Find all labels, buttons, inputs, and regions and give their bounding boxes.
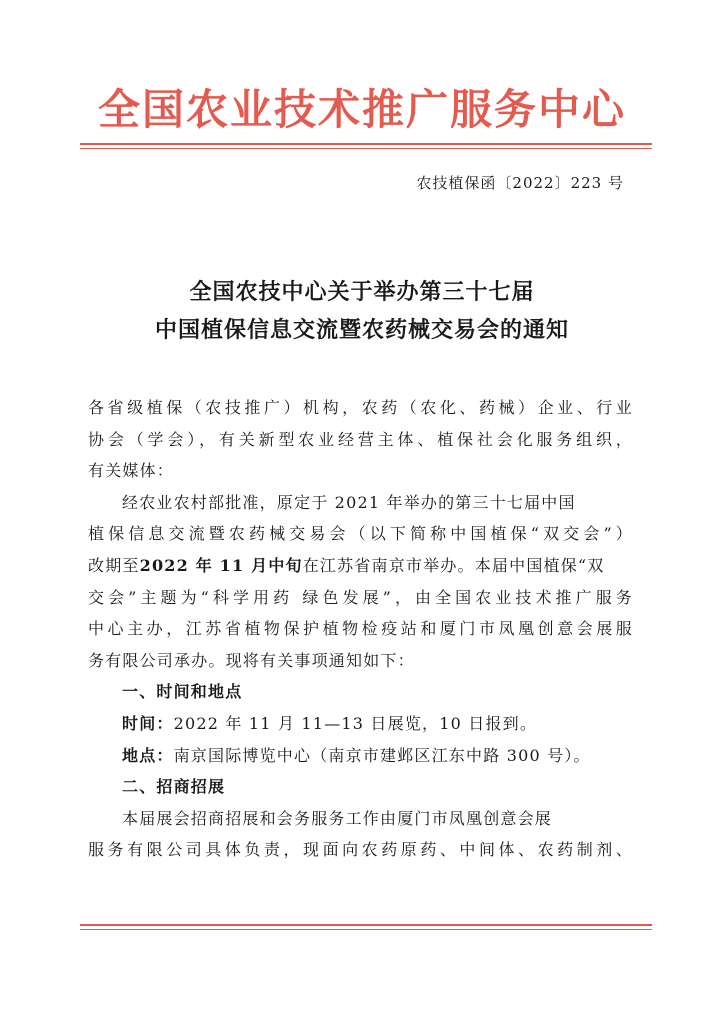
salutation-line: 协会（学会），有关新型农业经营主体、植保社会化服务组织，	[88, 429, 633, 449]
salutation-line: 有关媒体：	[88, 461, 175, 481]
paragraph-line: 本届展会招商招展和会务服务工作由厦门市凤凰创意会展	[122, 808, 553, 828]
paragraph-line: 中心主办，江苏省植物保护植物检疫站和厦门市凤凰创意会展服	[88, 619, 633, 639]
paragraph-line: 务有限公司承办。现将有关事项通知如下：	[88, 650, 415, 670]
section-heading: 一、时间和地点	[122, 682, 243, 702]
place-line	[88, 740, 633, 772]
paragraph-text: 改期至	[88, 555, 140, 575]
organization-header: 全国农业技术推广服务中心	[97, 85, 626, 134]
paragraph-line	[88, 550, 633, 582]
footer-red-rule	[80, 924, 652, 926]
document-number: 农技植保函〔2022〕223 号	[416, 174, 624, 192]
time-line	[88, 708, 633, 740]
title-line-2: 中国植保信息交流暨农药械交易会的通知	[154, 317, 569, 343]
document-body	[88, 392, 633, 866]
time-label: 时间：	[122, 713, 174, 733]
document-title	[0, 273, 724, 349]
highlighted-date: 2022 年 11 月中旬	[139, 555, 303, 575]
header-red-rule-thin	[80, 148, 652, 149]
place-label: 地点：	[122, 745, 174, 765]
footer-red-rule-thin	[80, 929, 652, 930]
paragraph-line: 服务有限公司具体负责，现面向农药原药、中间体、农药制剂、	[88, 840, 633, 860]
salutation-line: 各省级植保（农技推广）机构，农药（农化、药械）企业、行业	[88, 398, 633, 417]
place-value: 南京国际博览中心（南京市建邺区江东中路 300 号）。	[173, 745, 591, 765]
title-line-1: 全国农技中心关于举办第三十七届	[189, 279, 535, 305]
section-heading: 二、招商招展	[122, 777, 226, 797]
paragraph-line: 植保信息交流暨农药械交易会（以下简称中国植保“双交会”）	[88, 524, 633, 544]
header-red-rule	[80, 143, 652, 145]
paragraph-line: 经农业农村部批准，原定于 2021 年举办的第三十七届中国	[122, 492, 576, 512]
time-value: 2022 年 11 月 11—13 日展览，10 日报到。	[173, 713, 538, 733]
paragraph-line: 交会”主题为“科学用药 绿色发展”，由全国农业技术推广服务	[88, 587, 633, 607]
paragraph-text: 在江苏省南京市举办。本届中国植保“双	[302, 555, 605, 575]
